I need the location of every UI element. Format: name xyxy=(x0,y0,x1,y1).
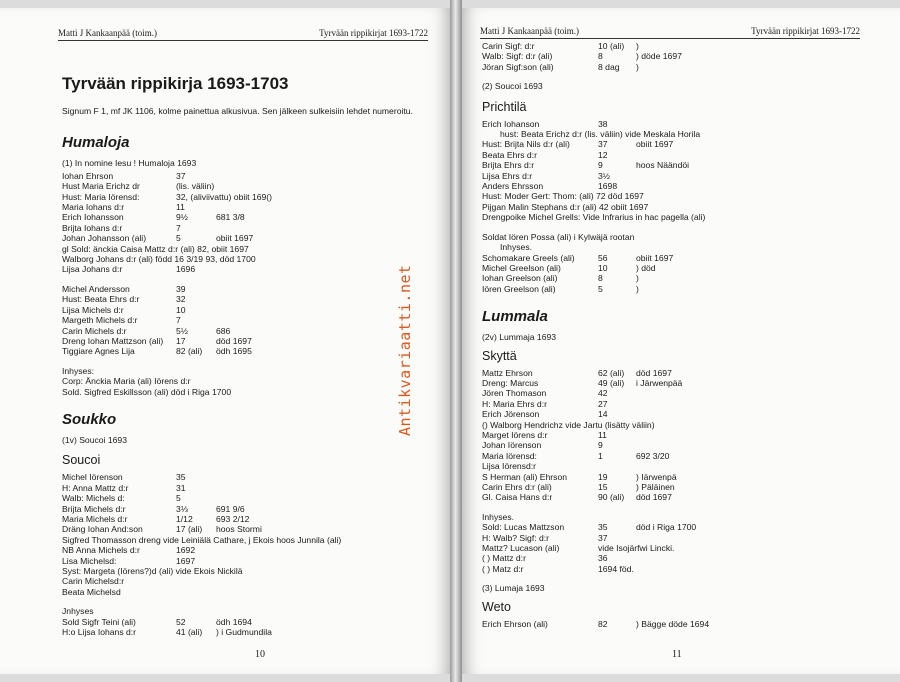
register-row xyxy=(62,305,432,315)
register-line: Pijgan Malin Stephans d:r (ali) 42 obiit 1697 xyxy=(482,201,649,212)
entry-lines xyxy=(62,376,432,397)
age-value: 10 (ali) xyxy=(598,41,625,51)
entry-list xyxy=(482,472,862,503)
person-name: Gl. Caisa Hans d:r xyxy=(482,492,553,503)
remark xyxy=(216,202,432,212)
person-name: Walb: Michels d: xyxy=(62,493,125,504)
remark: ) xyxy=(636,61,639,72)
age-value: vide Isojärfwi Lincki. xyxy=(598,543,675,554)
age-value: 35 xyxy=(176,472,186,483)
register-row xyxy=(482,119,862,129)
age-value: 11 xyxy=(598,429,607,440)
entry-lines xyxy=(62,566,432,597)
register-line: Corp: Änckia Maria (ali) Iörens d:r xyxy=(62,376,191,387)
person-name: Erich Jörenson xyxy=(482,409,540,420)
entry-list xyxy=(482,119,862,129)
register-row xyxy=(62,284,432,294)
register-row xyxy=(482,388,862,398)
age-value: 3⅓ xyxy=(176,503,188,514)
register-row xyxy=(482,619,862,629)
register-row xyxy=(62,617,432,627)
remark xyxy=(216,181,432,191)
entry-list xyxy=(482,41,862,72)
register-row xyxy=(62,514,432,524)
remark: ) xyxy=(636,283,639,294)
remark: ) xyxy=(636,273,639,284)
register-row xyxy=(482,253,862,263)
person-name: Dreng Iohan Mattzson (ali) xyxy=(62,335,164,346)
register-row xyxy=(482,492,862,502)
register-row xyxy=(62,294,432,304)
register-row xyxy=(62,181,432,191)
age-value: 15 xyxy=(598,482,608,492)
age-value: 8 xyxy=(598,51,603,62)
register-row xyxy=(482,522,862,532)
person-name: Erich Iohanson xyxy=(482,118,540,129)
age-value: 49 (ali) xyxy=(598,377,625,388)
register-row xyxy=(482,171,862,181)
remark: hoos Näändöi xyxy=(636,160,690,171)
remark xyxy=(216,171,432,181)
remark: ödh 1695 xyxy=(216,346,252,357)
register-row xyxy=(482,409,862,419)
remark xyxy=(636,564,862,574)
person-name: Hust Maria Erichz dr xyxy=(62,181,140,192)
age-value: 32 xyxy=(176,294,186,305)
register-row xyxy=(62,524,432,534)
entry-lines xyxy=(62,244,432,265)
age-value: 17 xyxy=(176,335,186,346)
person-name: Hust: Beata Ehrs d:r xyxy=(62,294,140,305)
register-line: Walborg Johans d:r (ali) född 16 3/19 93, död 1700 xyxy=(62,254,256,265)
farm-heading-skytta: Skyttä xyxy=(482,348,517,363)
running-header xyxy=(58,28,428,41)
age-value: 9 xyxy=(598,160,603,171)
page-number: 11 xyxy=(672,649,682,660)
age-value: 19 xyxy=(598,471,608,482)
intro-text: Signum F 1, mf JK 1106, kolme painettua alkusivua. Sen jälkeen sulkeisiin lehdet numeroitu. xyxy=(62,106,413,116)
remark xyxy=(216,223,432,233)
header-editor: Matti J Kankaanpää (toim.) xyxy=(58,28,157,38)
age-value: 14 xyxy=(598,409,608,420)
person-name: Tiggiare Agnes Lija xyxy=(62,346,135,357)
age-value: 10 xyxy=(176,304,186,315)
entry-lines xyxy=(482,191,862,222)
remark xyxy=(636,388,862,398)
register-row xyxy=(482,150,862,160)
watermark: Antikvariaatti.net xyxy=(396,264,414,436)
header-editor: Matti J Kankaanpää (toim.) xyxy=(480,26,579,36)
age-value: 27 xyxy=(598,398,608,409)
person-name: Michel Greelson (ali) xyxy=(482,262,561,273)
source-note: (2v) Lummaja 1693 xyxy=(482,332,557,343)
person-name: Lijsa Ehrs d:r xyxy=(482,170,533,181)
register-row xyxy=(62,315,432,325)
entry-list xyxy=(482,253,862,295)
entry-list xyxy=(482,522,862,574)
entry-lines xyxy=(482,461,862,471)
remark: ) Iärwenpä xyxy=(636,471,677,482)
register-row xyxy=(482,139,862,149)
remark: hoos Stormi xyxy=(216,524,262,535)
person-name: Maria Iohans d:r xyxy=(62,202,125,213)
section-heading-soukko: Soukko xyxy=(62,410,117,428)
age-value: 1694 föd. xyxy=(598,563,634,574)
inhyses-label: Jnhyses xyxy=(62,606,94,617)
register-line: Hust: Moder Gert: Thom: (ali) 72 död 1697 xyxy=(482,191,644,202)
age-value: 1692 xyxy=(176,545,196,556)
entry-list xyxy=(62,472,432,534)
register-row xyxy=(482,263,862,273)
entry-list xyxy=(482,139,862,191)
register-line: Sigfred Thomasson dreng vide Leiniälä Cathare, j Ekois hoos Junnila (ali) xyxy=(62,534,342,545)
person-name: Jöran Sigf:son (ali) xyxy=(482,61,554,72)
person-name: Lisa Michelsd: xyxy=(62,555,117,566)
register-row xyxy=(62,346,432,356)
remark: ) xyxy=(636,41,639,51)
age-value: 32, (aliviivattu) obiit 169() xyxy=(176,191,273,202)
person-name: Walb: Sigf: d:r (ali) xyxy=(482,51,553,62)
register-row xyxy=(482,399,862,409)
person-name: Michel Iörenson xyxy=(62,472,123,483)
age-value: 11 xyxy=(176,202,185,213)
person-name: H: Walb? Sigf: d:r xyxy=(482,532,550,543)
age-value: 37 xyxy=(598,532,608,543)
entry-list xyxy=(482,619,862,629)
person-name: Marget Iörens d:r xyxy=(482,429,548,440)
person-name: Maria Michels d:r xyxy=(62,513,128,524)
remark: 686 xyxy=(216,325,231,336)
person-name: Michel Andersson xyxy=(62,283,130,294)
register-row xyxy=(482,378,862,388)
person-name: NB Anna Michels d:r xyxy=(62,545,140,556)
age-value: 37 xyxy=(598,139,608,150)
age-value: 5 xyxy=(598,283,603,294)
remark xyxy=(636,181,862,191)
source-note: (1v) Soucoi 1693 xyxy=(62,434,127,445)
register-row xyxy=(482,553,862,563)
age-value: 8 dag xyxy=(598,61,620,72)
age-value: 36 xyxy=(598,553,608,564)
register-line: Lijsa Iörensd:r xyxy=(482,461,536,472)
remark: ödh 1694 xyxy=(216,616,252,627)
person-name: Lijsa Johans d:r xyxy=(62,264,123,275)
register-row xyxy=(482,440,862,450)
register-line: gl Sold: änckia Caisa Mattz d:r (ali) 82, obiit 1697 xyxy=(62,243,249,254)
register-line: Carin Michelsd:r xyxy=(62,576,125,587)
remark xyxy=(216,556,432,566)
header-book-title: Tyrvään rippikirjat 1693-1722 xyxy=(319,28,428,38)
register-row xyxy=(482,284,862,294)
register-row xyxy=(62,192,432,202)
person-name: Mattz Ehrson xyxy=(482,367,533,378)
entry-list xyxy=(482,430,862,461)
entry-list xyxy=(62,264,432,274)
person-name: Hust: Maria Iörensd: xyxy=(62,191,140,202)
register-row xyxy=(482,451,862,461)
age-value: 90 (ali) xyxy=(598,492,625,503)
remark: obiit 1697 xyxy=(216,233,254,244)
section-heading-lummala: Lummala xyxy=(482,308,548,326)
age-value: 3½ xyxy=(598,170,610,181)
remark xyxy=(636,430,862,440)
person-name: Hust: Brijta Nils d:r (ali) xyxy=(482,139,570,150)
age-value: 31 xyxy=(176,482,186,493)
entry-list xyxy=(482,368,862,420)
age-value: 41 (ali) xyxy=(176,627,203,638)
entry-list xyxy=(62,617,432,638)
register-row xyxy=(482,482,862,492)
age-value: 5 xyxy=(176,493,181,504)
age-value: 82 xyxy=(598,618,608,629)
header-book-title: Tyrvään rippikirjat 1693-1722 xyxy=(751,26,860,36)
person-name: Dräng Iohan And:son xyxy=(62,524,143,535)
age-value: 7 xyxy=(176,315,181,326)
person-name: Sold: Lucas Mattzson xyxy=(482,522,565,533)
remark: 692 3/20 xyxy=(636,450,670,461)
age-value: 35 xyxy=(598,522,608,533)
remark: obiit 1697 xyxy=(636,252,674,263)
person-name: Iohan Ehrson xyxy=(62,170,114,181)
person-name: H:o Lijsa Iohans d:r xyxy=(62,627,137,638)
person-name: Erich Ehrson (ali) xyxy=(482,618,548,629)
age-value: 10 xyxy=(598,262,608,273)
register-row xyxy=(62,545,432,555)
register-row xyxy=(62,556,432,566)
register-row xyxy=(482,62,862,72)
age-value: 1/12 xyxy=(176,513,193,524)
remark xyxy=(216,545,432,555)
age-value: 12 xyxy=(598,149,608,160)
remark xyxy=(636,553,862,563)
remark xyxy=(636,150,862,160)
register-row xyxy=(482,181,862,191)
source-note: (3) Lumaja 1693 xyxy=(482,583,545,594)
person-name: H: Anna Mattz d:r xyxy=(62,482,129,493)
register-row xyxy=(482,472,862,482)
age-value: 1698 xyxy=(598,181,618,192)
register-row xyxy=(62,264,432,274)
age-value: 42 xyxy=(598,388,608,399)
remark: ) Bägge döde 1694 xyxy=(636,618,710,629)
person-name: Dreng: Marcus xyxy=(482,377,539,388)
person-name: Schomakare Greels (ali) xyxy=(482,252,575,263)
age-value: 9 xyxy=(598,440,603,451)
person-name: Beata Ehrs d:r xyxy=(482,149,537,160)
register-line: Drengpoike Michel Grells: Vide Infrarius in hac pagella (ali) xyxy=(482,212,706,223)
register-line: Sold. Sigfred Eskillsson (ali) död i Riga 1700 xyxy=(62,386,232,397)
register-row xyxy=(62,472,432,482)
register-line: Beata Michelsd xyxy=(62,586,121,597)
remark: ) död xyxy=(636,262,656,273)
remark xyxy=(636,399,862,409)
age-value: 82 (ali) xyxy=(176,346,203,357)
remark: obiit 1697 xyxy=(636,139,674,150)
person-name: Brijta Michels d:r xyxy=(62,503,126,514)
age-value: 9½ xyxy=(176,212,188,223)
remark: död 1697 xyxy=(636,367,672,378)
remark: ) Päläinen xyxy=(636,482,675,492)
register-row xyxy=(62,326,432,336)
remark: död 1697 xyxy=(216,335,252,346)
age-value: 5½ xyxy=(176,325,188,336)
page-number: 10 xyxy=(255,649,265,660)
register-row xyxy=(62,202,432,212)
person-name: Iören Greelson (ali) xyxy=(482,283,556,294)
register-row xyxy=(62,212,432,222)
person-name: Carin Michels d:r xyxy=(62,325,127,336)
farm-heading-weto: Weto xyxy=(482,599,511,614)
register-row xyxy=(62,223,432,233)
left-page-content xyxy=(62,46,432,637)
register-line: Syst: Margeta (Iörens?)d (ali) vide Ekois Nickilä xyxy=(62,566,243,576)
source-note: (1) In nomine Iesu ! Humaloja 1693 xyxy=(62,158,197,169)
remark: i Järwenpää xyxy=(636,377,683,388)
person-name: Iohan Greelson (ali) xyxy=(482,273,558,284)
person-name: ( ) Mattz d:r xyxy=(482,553,526,564)
register-row xyxy=(482,273,862,283)
remark: 681 3/8 xyxy=(216,212,245,223)
age-value: 38 xyxy=(598,118,608,129)
age-value: 8 xyxy=(598,273,603,284)
entry-list xyxy=(62,171,432,244)
inhyses-label: Inhyses. xyxy=(500,242,533,253)
person-name: Anders Ehrsson xyxy=(482,181,544,192)
person-name: Mattz? Lucason (ali) xyxy=(482,543,560,554)
age-value: 5 xyxy=(176,233,181,244)
left-page xyxy=(0,8,450,674)
age-value: 1696 xyxy=(176,264,196,275)
inhyses-label: Inhyses. xyxy=(482,511,515,522)
remark: död i Riga 1700 xyxy=(636,522,697,533)
person-name: Carin Sigf: d:r xyxy=(482,41,535,51)
age-value: 37 xyxy=(176,170,186,181)
remark xyxy=(216,192,432,202)
person-name: Lijsa Michels d:r xyxy=(62,304,124,315)
person-name: Carin Ehrs d:r (ali) xyxy=(482,482,552,492)
age-value: 7 xyxy=(176,222,181,233)
person-name: Erich Iohansson xyxy=(62,212,124,223)
register-line: () Walborg Hendrichz vide Jartu (lisätty väliin) xyxy=(482,419,655,430)
person-name: Johan Johansson (ali) xyxy=(62,233,147,244)
entry-lines xyxy=(62,535,432,545)
book-gutter xyxy=(450,0,462,682)
remark: död 1697 xyxy=(636,492,672,503)
register-row xyxy=(62,171,432,181)
remark xyxy=(216,483,432,493)
indented-entry: hust: Beata Erichz d:r (lis. väliin) vide Meskala Horila xyxy=(500,129,701,140)
register-row xyxy=(62,483,432,493)
person-name: Johan Iörenson xyxy=(482,440,542,451)
register-row xyxy=(62,233,432,243)
register-row xyxy=(62,504,432,514)
section-heading-humaloja: Humaloja xyxy=(62,134,130,152)
register-row xyxy=(62,627,432,637)
person-name: H: Maria Ehrs d:r xyxy=(482,398,547,409)
register-row xyxy=(62,336,432,346)
age-value: 39 xyxy=(176,283,186,294)
remark xyxy=(636,119,862,129)
register-row xyxy=(62,493,432,503)
right-page-content xyxy=(482,41,862,629)
remark: ) i Gudmundila xyxy=(216,627,272,638)
soldier-entry: Soldat Iören Possa (ali) i Kylwäjä rootan xyxy=(482,231,635,242)
entry-list xyxy=(62,284,432,357)
age-value: 56 xyxy=(598,252,608,263)
register-row xyxy=(482,430,862,440)
remark xyxy=(636,533,862,543)
person-name: Margeth Michels d:r xyxy=(62,315,138,326)
register-row xyxy=(482,368,862,378)
age-value: 17 (ali) xyxy=(176,524,203,535)
person-name: ( ) Matz d:r xyxy=(482,563,524,574)
remark xyxy=(636,543,862,553)
age-value: 62 (ali) xyxy=(598,367,625,378)
remark: 691 9/6 xyxy=(216,503,245,514)
register-row xyxy=(482,160,862,170)
person-name: Brijta Ehrs d:r xyxy=(482,160,535,171)
register-row xyxy=(482,564,862,574)
source-note: (2) Soucoi 1693 xyxy=(482,81,543,92)
register-row xyxy=(482,41,862,51)
person-name: S Herman (ali) Ehrson xyxy=(482,471,568,482)
page-title: Tyrvään rippikirja 1693-1703 xyxy=(62,74,289,93)
person-name: Sold Sigfr Teini (ali) xyxy=(62,616,136,627)
entry-list xyxy=(62,545,432,566)
age-value: (lis. väliin) xyxy=(176,181,215,192)
person-name: Brijta Iohans d:r xyxy=(62,222,123,233)
person-name: Maria Iörensd: xyxy=(482,450,537,461)
right-page xyxy=(462,8,900,674)
register-row xyxy=(482,533,862,543)
remark xyxy=(216,493,432,503)
entry-lines xyxy=(482,420,862,430)
inhyses-label: Inhyses: xyxy=(62,365,95,376)
farm-heading-prichtila: Prichtilä xyxy=(482,99,527,114)
age-value: 1697 xyxy=(176,555,196,566)
remark: ) döde 1697 xyxy=(636,51,682,62)
running-header xyxy=(480,26,860,39)
register-row xyxy=(482,51,862,61)
age-value: 52 xyxy=(176,616,186,627)
remark xyxy=(636,171,862,181)
remark xyxy=(636,409,862,419)
remark: 693 2/12 xyxy=(216,513,250,524)
register-row xyxy=(482,543,862,553)
remark xyxy=(636,440,862,450)
farm-heading-soucoi: Soucoi xyxy=(62,453,101,468)
age-value: 1 xyxy=(598,450,603,461)
remark xyxy=(216,472,432,482)
person-name: Jören Thomason xyxy=(482,388,547,399)
